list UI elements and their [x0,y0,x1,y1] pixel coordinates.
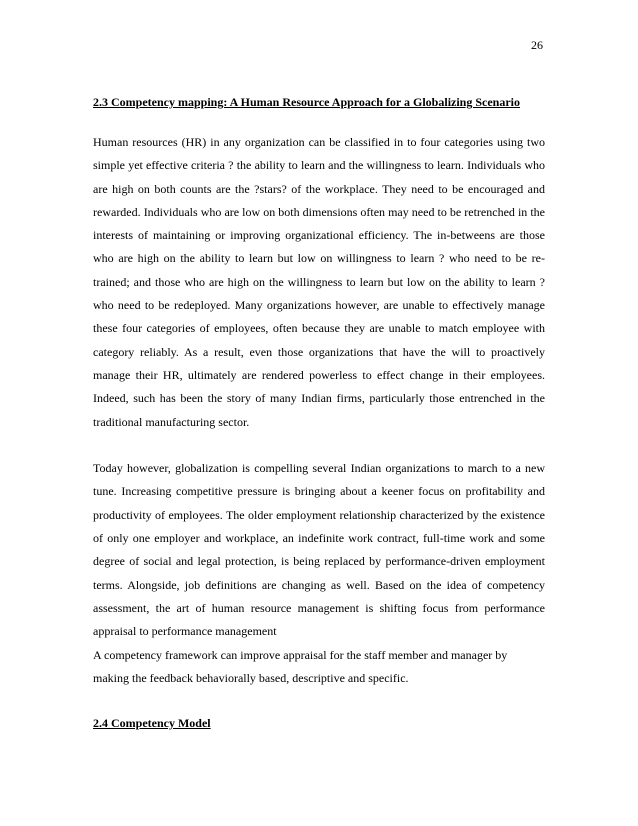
section-heading-2-3: 2.3 Competency mapping: A Human Resource Approach for a Globalizing Scenario [93,95,521,109]
document-body [93,93,545,733]
section-heading-2-4: 2.4 Competency Model [93,716,211,731]
paragraph-2: Today however, globalization is compelling several Indian organizations to march to a new tune. Increasing competitive pressure is bringing about a keener focus on profitability and productivity of employees. The older employment relationship characterized by the existence of only one employer and workplace, an indefinite work contract, full-time work and some degree of social and legal protection, is being replaced by performance-driven employment terms. Alongside, job definitions are changing as well. Based on the idea of competency assessment, the art of human resource management is shifting focus from performance appraisal to performance management [93,461,545,639]
page-number: 26 [531,38,543,52]
paragraph-3-line-1: A competency framework can improve appraisal for the staff member and manager by [93,647,508,662]
paragraph-1: Human resources (HR) in any organization can be classified in to four categories using two simple yet effective criteria ? the ability to learn and the willingness to learn. Individuals who are high on both counts are the ?stars? of the workplace. They need to be encouraged and rewarded. Individuals who are low on both dimensions often may need to be retrenched in the interests of maintaining or improving organizational efficiency. The in-betweens are those who are high on the ability to learn but low on willingness to learn ? who need to be re-trained; and those who are high on the willingness to learn but low on the ability to learn ? who need to be redeployed. Many organizations however, are unable to effectively manage these four categories of employees, often because they are unable to match employee with category reliably. As a result, even those organizations that have the will to proactively manage their HR, ultimately are rendered powerless to effect change in their employees. Indeed, such has been the story of many Indian firms, particularly those entrenched in the traditional manufacturing sector. [93,135,545,429]
paragraph-3-line-2: making the feedback behaviorally based, descriptive and specific. [93,670,409,685]
